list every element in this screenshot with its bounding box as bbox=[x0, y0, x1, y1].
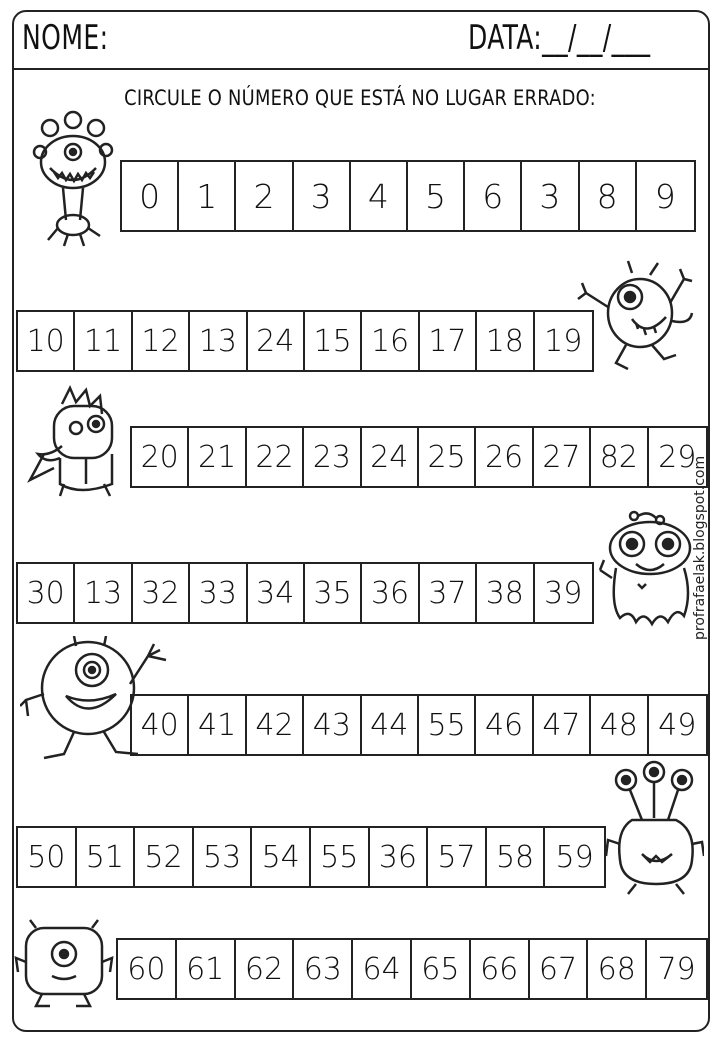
number-cell[interactable]: 55 bbox=[419, 696, 476, 754]
number-cell[interactable]: 0 bbox=[122, 162, 179, 230]
number-cell[interactable]: 54 bbox=[252, 828, 311, 886]
number-cell[interactable]: 15 bbox=[305, 312, 362, 370]
number-cell[interactable]: 48 bbox=[591, 696, 648, 754]
number-cell[interactable]: 40 bbox=[132, 696, 189, 754]
number-cell[interactable]: 11 bbox=[75, 312, 132, 370]
number-cell[interactable]: 67 bbox=[530, 940, 589, 998]
number-cell[interactable]: 66 bbox=[471, 940, 530, 998]
number-cell[interactable]: 79 bbox=[657, 951, 696, 987]
number-cell[interactable]: 24 bbox=[362, 428, 419, 486]
number-row-2 bbox=[130, 426, 708, 488]
monster-icon-5 bbox=[20, 636, 172, 764]
number-cell[interactable]: 25 bbox=[419, 428, 476, 486]
number-cell[interactable]: 29 bbox=[658, 439, 697, 475]
number-cell[interactable]: 42 bbox=[247, 696, 304, 754]
number-cell[interactable]: 9 bbox=[654, 176, 676, 216]
number-row-0 bbox=[120, 160, 696, 232]
number-cell[interactable]: 17 bbox=[420, 312, 477, 370]
number-cell[interactable]: 3 bbox=[294, 162, 351, 230]
number-cell[interactable]: 16 bbox=[362, 312, 419, 370]
number-cell[interactable]: 3 bbox=[522, 162, 579, 230]
number-cell[interactable]: 35 bbox=[305, 564, 362, 622]
number-row-3 bbox=[16, 562, 594, 624]
number-cell[interactable]: 82 bbox=[591, 428, 648, 486]
number-cell[interactable]: 59 bbox=[555, 839, 594, 875]
number-cell[interactable]: 65 bbox=[412, 940, 471, 998]
number-row-5 bbox=[16, 826, 606, 888]
number-cell[interactable]: 10 bbox=[18, 312, 75, 370]
header-divider bbox=[12, 68, 710, 70]
number-cell[interactable]: 4 bbox=[351, 162, 408, 230]
number-cell[interactable]: 2 bbox=[236, 162, 293, 230]
number-cell[interactable]: 13 bbox=[75, 564, 132, 622]
number-cell[interactable]: 12 bbox=[133, 312, 190, 370]
number-cell[interactable]: 64 bbox=[353, 940, 412, 998]
number-cell[interactable]: 63 bbox=[294, 940, 353, 998]
number-cell[interactable]: 37 bbox=[420, 564, 477, 622]
number-cell[interactable]: 23 bbox=[304, 428, 361, 486]
number-cell[interactable]: 36 bbox=[362, 564, 419, 622]
monster-icon-3 bbox=[20, 384, 128, 500]
number-cell[interactable]: 33 bbox=[190, 564, 247, 622]
number-row-1 bbox=[16, 310, 594, 372]
number-cell[interactable]: 6 bbox=[465, 162, 522, 230]
number-cell[interactable]: 24 bbox=[248, 312, 305, 370]
number-cell[interactable]: 58 bbox=[487, 828, 546, 886]
number-cell[interactable]: 49 bbox=[658, 707, 697, 743]
number-row-4 bbox=[130, 694, 708, 756]
number-cell[interactable]: 26 bbox=[476, 428, 533, 486]
number-cell[interactable]: 50 bbox=[18, 828, 77, 886]
number-cell[interactable]: 41 bbox=[189, 696, 246, 754]
name-label: NOME: bbox=[22, 18, 109, 58]
monster-icon-4 bbox=[598, 508, 698, 634]
number-cell[interactable]: 22 bbox=[247, 428, 304, 486]
monster-icon-1 bbox=[28, 110, 118, 250]
number-cell[interactable]: 46 bbox=[476, 696, 533, 754]
number-cell[interactable]: 61 bbox=[177, 940, 236, 998]
monster-icon-2 bbox=[572, 255, 702, 375]
number-cell[interactable]: 53 bbox=[194, 828, 253, 886]
number-cell[interactable]: 27 bbox=[534, 428, 591, 486]
number-cell[interactable]: 62 bbox=[236, 940, 295, 998]
number-cell[interactable]: 21 bbox=[189, 428, 246, 486]
blog-watermark: profrafaelak.blogspot.com bbox=[692, 455, 708, 640]
number-cell[interactable]: 60 bbox=[118, 940, 177, 998]
date-label: DATA:__/__/___ bbox=[468, 18, 651, 58]
number-cell[interactable]: 19 bbox=[544, 323, 583, 359]
number-row-6 bbox=[116, 938, 708, 1000]
number-cell[interactable]: 1 bbox=[179, 162, 236, 230]
number-cell[interactable]: 30 bbox=[18, 564, 75, 622]
number-cell[interactable]: 5 bbox=[408, 162, 465, 230]
number-cell[interactable]: 20 bbox=[132, 428, 189, 486]
number-cell[interactable]: 18 bbox=[477, 312, 534, 370]
number-cell[interactable]: 13 bbox=[190, 312, 247, 370]
number-cell[interactable]: 47 bbox=[534, 696, 591, 754]
number-cell[interactable]: 55 bbox=[311, 828, 370, 886]
instruction-text: CIRCULE O NÚMERO QUE ESTÁ NO LUGAR ERRADO: bbox=[124, 86, 596, 110]
number-cell[interactable]: 39 bbox=[544, 575, 583, 611]
number-cell[interactable]: 57 bbox=[428, 828, 487, 886]
number-cell[interactable]: 43 bbox=[304, 696, 361, 754]
number-cell[interactable]: 38 bbox=[477, 564, 534, 622]
number-cell[interactable]: 34 bbox=[248, 564, 305, 622]
number-cell[interactable]: 52 bbox=[135, 828, 194, 886]
monster-icon-7 bbox=[14, 918, 114, 1010]
number-cell[interactable]: 68 bbox=[588, 940, 647, 998]
number-cell[interactable]: 51 bbox=[77, 828, 136, 886]
number-cell[interactable]: 8 bbox=[580, 162, 637, 230]
number-cell[interactable]: 32 bbox=[133, 564, 190, 622]
monster-icon-6 bbox=[606, 760, 704, 898]
number-cell[interactable]: 44 bbox=[362, 696, 419, 754]
number-cell[interactable]: 36 bbox=[370, 828, 429, 886]
